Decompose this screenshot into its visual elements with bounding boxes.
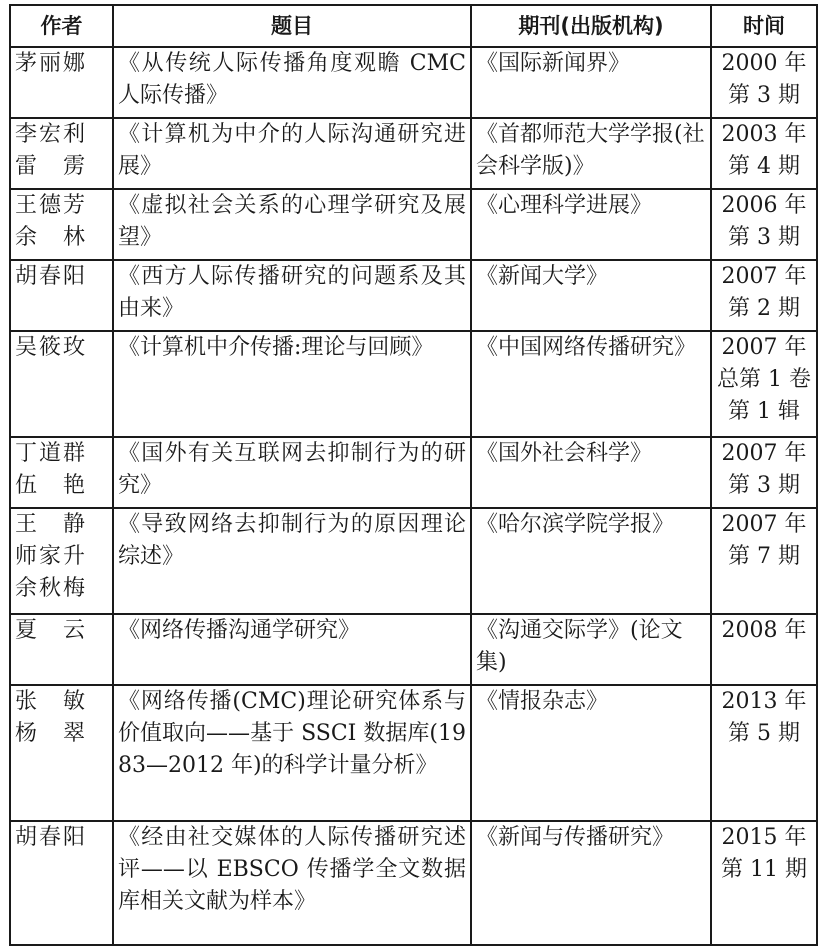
- header-journal: 期刊(出版机构): [471, 5, 711, 47]
- table-row: [10, 437, 817, 508]
- journal-cell: [471, 189, 711, 260]
- author-cell: [10, 614, 113, 685]
- time-issue: 第 5 期: [728, 721, 800, 746]
- time-year: 2015 年: [721, 825, 807, 850]
- author-name: 王德芳: [15, 193, 88, 218]
- journal-name: 《哈尔滨学院学报》: [476, 512, 675, 537]
- article-title: 《导致网络去抑制行为的原因理论综述》: [118, 512, 466, 569]
- time-cell: [711, 118, 817, 189]
- journal-cell: [471, 685, 711, 821]
- time-year: 2003 年: [721, 122, 807, 147]
- author-name: 李宏利: [15, 122, 88, 147]
- title-cell: [113, 614, 471, 685]
- author-name: 雷 雳: [15, 154, 88, 179]
- time-year: 2007 年: [721, 264, 807, 289]
- header-title: 题目: [113, 5, 471, 47]
- author-name: 张 敏: [15, 689, 88, 714]
- author-name: 丁道群: [15, 441, 88, 466]
- article-title: 《计算机为中介的人际沟通研究进展》: [118, 122, 466, 179]
- title-cell: [113, 437, 471, 508]
- title-cell: [113, 189, 471, 260]
- author-name: 师家升: [15, 544, 88, 569]
- author-cell: [10, 437, 113, 508]
- article-title: 《国外有关互联网去抑制行为的研究》: [118, 441, 466, 498]
- time-cell: [711, 508, 817, 614]
- table-row: [10, 508, 817, 614]
- author-cell: [10, 118, 113, 189]
- author-name: 胡春阳: [15, 825, 88, 850]
- journal-name: 《心理科学进展》: [476, 193, 653, 218]
- journal-name: 《情报杂志》: [476, 689, 609, 714]
- author-cell: [10, 189, 113, 260]
- title-cell: [113, 508, 471, 614]
- author-name: 吴筱玫: [15, 335, 88, 360]
- time-cell: [711, 331, 817, 437]
- author-name: 杨 翠: [15, 721, 88, 746]
- time-cell: [711, 47, 817, 118]
- author-cell: [10, 331, 113, 437]
- table-header-row: [10, 5, 817, 47]
- author-cell: [10, 47, 113, 118]
- table-row: [10, 189, 817, 260]
- time-year: 2007 年: [721, 512, 807, 537]
- time-cell: [711, 189, 817, 260]
- title-cell: [113, 685, 471, 821]
- article-title: 《西方人际传播研究的问题系及其由来》: [118, 264, 466, 321]
- title-cell: [113, 118, 471, 189]
- journal-cell: [471, 614, 711, 685]
- journal-name: 《新闻与传播研究》: [476, 825, 675, 850]
- author-name: 胡春阳: [15, 264, 88, 289]
- time-issue: 第 4 期: [728, 154, 800, 179]
- time-cell: [711, 821, 817, 945]
- article-title: 《计算机中介传播:理论与回顾》: [118, 335, 434, 360]
- time-year: 2008 年: [721, 618, 807, 643]
- journal-name: 《国外社会科学》: [476, 441, 653, 466]
- table-row: [10, 821, 817, 945]
- table-row: [10, 614, 817, 685]
- journal-name: 《国际新闻界》: [476, 51, 631, 76]
- literature-table-container: [9, 4, 816, 946]
- table-row: [10, 47, 817, 118]
- article-title: 《网络传播(CMC)理论研究体系与价值取向——基于 SSCI 数据库(1983—2012 年)的科学计量分析》: [118, 689, 466, 778]
- time-year: 2013 年: [721, 689, 807, 714]
- time-issue: 第 2 期: [728, 296, 800, 321]
- article-title: 《从传统人际传播角度观瞻 CMC 人际传播》: [118, 51, 466, 108]
- article-title: 《虚拟社会关系的心理学研究及展望》: [118, 193, 466, 250]
- time-issue: 第 3 期: [728, 473, 800, 498]
- author-cell: [10, 260, 113, 331]
- journal-cell: [471, 118, 711, 189]
- title-cell: [113, 47, 471, 118]
- journal-cell: [471, 260, 711, 331]
- author-name: 王 静: [15, 512, 88, 537]
- journal-cell: [471, 437, 711, 508]
- journal-cell: [471, 821, 711, 945]
- time-cell: [711, 614, 817, 685]
- time-cell: [711, 260, 817, 331]
- time-year: 2000 年: [721, 51, 807, 76]
- journal-name: 《新闻大学》: [476, 264, 609, 289]
- time-cell: [711, 685, 817, 821]
- author-cell: [10, 821, 113, 945]
- author-name: 余 林: [15, 225, 88, 250]
- time-year: 2006 年: [721, 193, 807, 218]
- table-row: [10, 331, 817, 437]
- author-cell: [10, 685, 113, 821]
- time-year: 2007 年: [721, 335, 807, 360]
- literature-table: [9, 4, 818, 946]
- title-cell: [113, 821, 471, 945]
- title-cell: [113, 260, 471, 331]
- journal-name: 《中国网络传播研究》: [476, 335, 697, 360]
- time-issue: 第 1 辑: [728, 399, 800, 424]
- author-name: 伍 艳: [15, 473, 88, 498]
- author-name: 余秋梅: [15, 576, 88, 601]
- header-time: 时间: [711, 5, 817, 47]
- time-volume: 总第 1 卷: [717, 367, 811, 392]
- author-cell: [10, 508, 113, 614]
- author-name: 茅丽娜: [15, 51, 88, 76]
- journal-cell: [471, 331, 711, 437]
- time-issue: 第 3 期: [728, 225, 800, 250]
- journal-name: 《首都师范大学学报(社会科学版)》: [476, 122, 705, 179]
- author-name: 夏 云: [15, 618, 88, 643]
- journal-cell: [471, 508, 711, 614]
- article-title: 《经由社交媒体的人际传播研究述评——以 EBSCO 传播学全文数据库相关文献为样本》: [118, 825, 466, 914]
- time-issue: 第 11 期: [721, 857, 807, 882]
- time-cell: [711, 437, 817, 508]
- table-row: [10, 685, 817, 821]
- time-year: 2007 年: [721, 441, 807, 466]
- table-row: [10, 118, 817, 189]
- time-issue: 第 3 期: [728, 83, 800, 108]
- journal-cell: [471, 47, 711, 118]
- header-author: 作者: [10, 5, 113, 47]
- journal-name: 《沟通交际学》(论文集): [476, 618, 683, 675]
- title-cell: [113, 331, 471, 437]
- article-title: 《网络传播沟通学研究》: [118, 618, 361, 643]
- time-issue: 第 7 期: [728, 544, 800, 569]
- table-row: [10, 260, 817, 331]
